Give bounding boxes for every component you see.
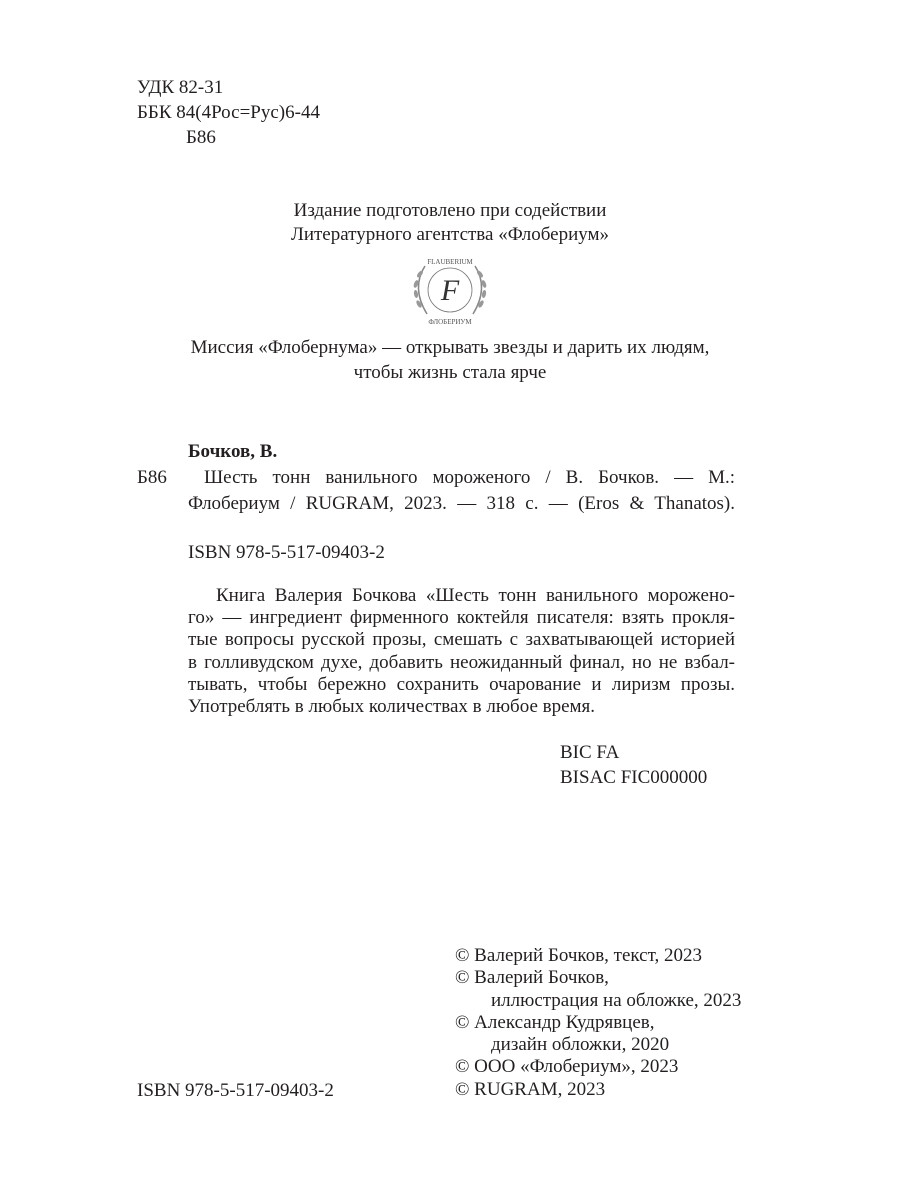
annotation-line: в голливудском духе, добавить неожиданный финал, но не взбал- [188, 651, 735, 673]
bbk-code: ББК 84(4Рос=Рус)6-44 [137, 102, 320, 123]
bisac-code: BISAC FIC000000 [560, 767, 708, 788]
mission-line: Миссия «Флобернума» — открывать звезды и дарить их людям, [190, 337, 710, 358]
copyright-line: © ООО «Флобериум», 2023 [455, 1056, 679, 1078]
copyright-line: дизайн обложки, 2020 [491, 1034, 670, 1056]
publisher-note-line: Литературного агентства «Флобериум» [290, 224, 610, 245]
annotation [188, 585, 735, 718]
annotation-line: го» — ингредиент фирменного коктейля писателя: взять прокля- [188, 607, 735, 629]
copyright-line: © Александр Кудрявцев, [455, 1011, 655, 1033]
flauberium-logo [403, 252, 497, 328]
svg-text:F: F [440, 274, 460, 307]
catalog-isbn: ISBN 978-5-517-09403-2 [188, 542, 385, 563]
catalog-line: Шесть тонн ванильного мороженого / В. Бочков. — М.: [204, 467, 735, 488]
annotation-line: Книга Валерия Бочкова «Шесть тонн ванильного морожено- [216, 585, 735, 606]
catalog-mark: Б86 [137, 467, 167, 488]
copyright-line: © Валерий Бочков, [455, 967, 609, 989]
copyright-line: © Валерий Бочков, текст, 2023 [455, 945, 702, 966]
catalog-line: Флобериум / RUGRAM, 2023. — 318 с. — (Eros & Thanatos). [188, 493, 735, 514]
copyright-block [455, 945, 741, 1101]
copyright-line: © RUGRAM, 2023 [455, 1078, 606, 1100]
publisher-note-line: Издание подготовлено при содействии [293, 200, 607, 221]
bic-code: BIC FA [560, 742, 620, 763]
svg-text:FLAUBERIUM: FLAUBERIUM [427, 258, 473, 266]
annotation-line: тые вопросы русской прозы, смешать с захватывающей историей [188, 629, 735, 651]
catalog-author: Бочков, В. [188, 441, 278, 462]
svg-text:ФЛОБЕРИУМ: ФЛОБЕРИУМ [428, 318, 472, 326]
annotation-line: Употреблять в любых количествах в любое время. [188, 696, 596, 718]
annotation-line: тывать, чтобы бережно сохранить очарование и лиризм прозы. [188, 673, 735, 695]
author-mark: Б86 [186, 127, 216, 148]
udk-code: УДК 82-31 [137, 77, 224, 98]
copyright-line: иллюстрация на обложке, 2023 [491, 989, 742, 1011]
mission-line: чтобы жизнь стала ярче [353, 362, 547, 383]
footer-isbn: ISBN 978-5-517-09403-2 [137, 1080, 334, 1101]
